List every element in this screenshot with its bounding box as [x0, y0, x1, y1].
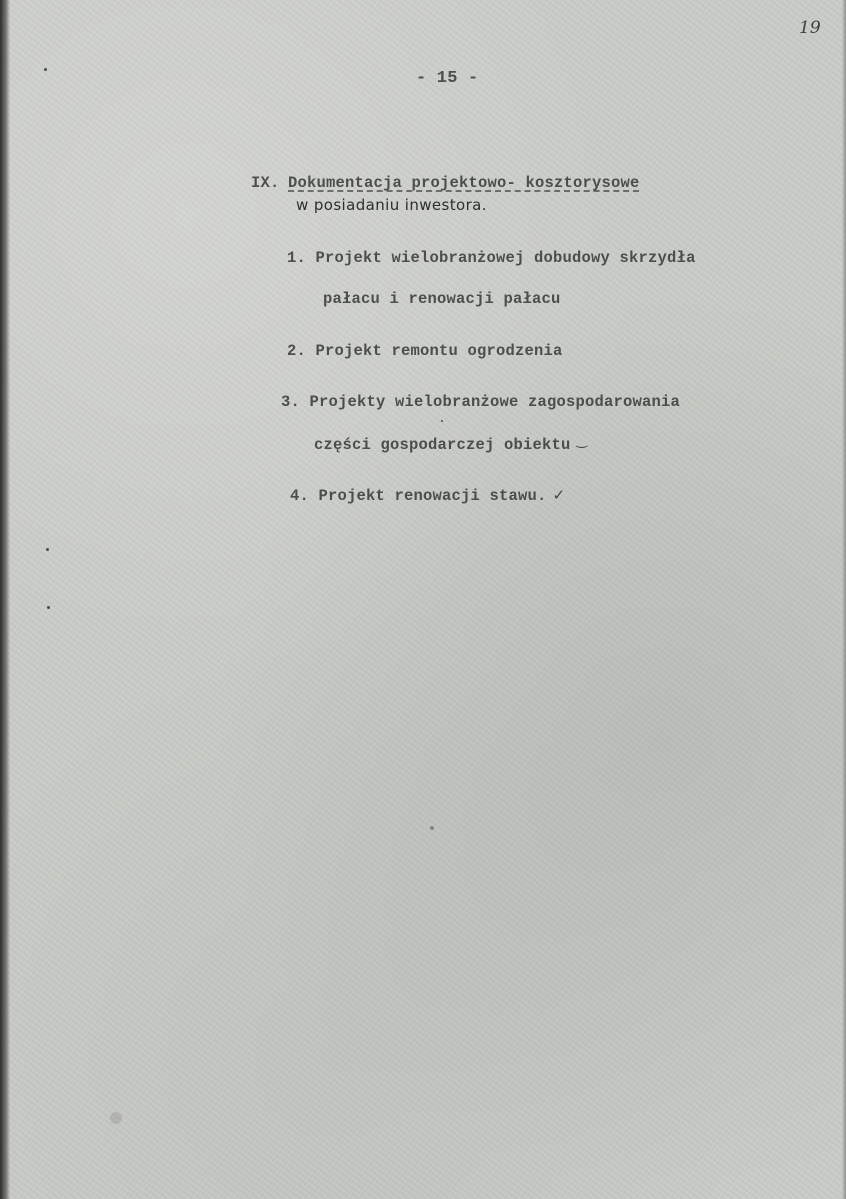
- dust-speck: [430, 826, 434, 830]
- list-item-3: 3. Projekty wielobranżowe zagospodarowania: [281, 393, 681, 411]
- scanner-edge-right: [842, 0, 846, 1199]
- list-item-1: 1. Projekt wielobranżowej dobudowy skrzydła: [287, 249, 696, 267]
- dust-speck: [44, 68, 47, 71]
- scanner-edge-left: [0, 0, 10, 1199]
- list-item-4-text: 4. Projekt renowacji stawu.: [290, 487, 547, 505]
- check-mark-icon: ✓: [552, 486, 566, 504]
- list-item-4: [290, 486, 565, 505]
- page-number: - 15 -: [416, 69, 479, 88]
- stain: [110, 1112, 122, 1124]
- archive-page-number: 19: [799, 18, 821, 38]
- list-item-1-continuation: pałacu i renowacji pałacu: [323, 290, 561, 308]
- dust-speck: [46, 548, 49, 551]
- list-item-2: 2. Projekt remontu ogrodzenia: [287, 342, 563, 360]
- dust-speck: [47, 606, 50, 609]
- section-number: IX.: [251, 174, 280, 192]
- dust-speck: [441, 420, 443, 422]
- section-subtitle: w posiadaniu inwestora.: [296, 196, 487, 214]
- section-title: Dokumentacja projektowo- kosztorysowe: [288, 174, 640, 192]
- list-item-3-continuation-text: części gospodarczej obiektu: [314, 436, 571, 454]
- list-item-3-continuation: [314, 436, 587, 454]
- tick-mark-icon: ‿: [576, 434, 588, 449]
